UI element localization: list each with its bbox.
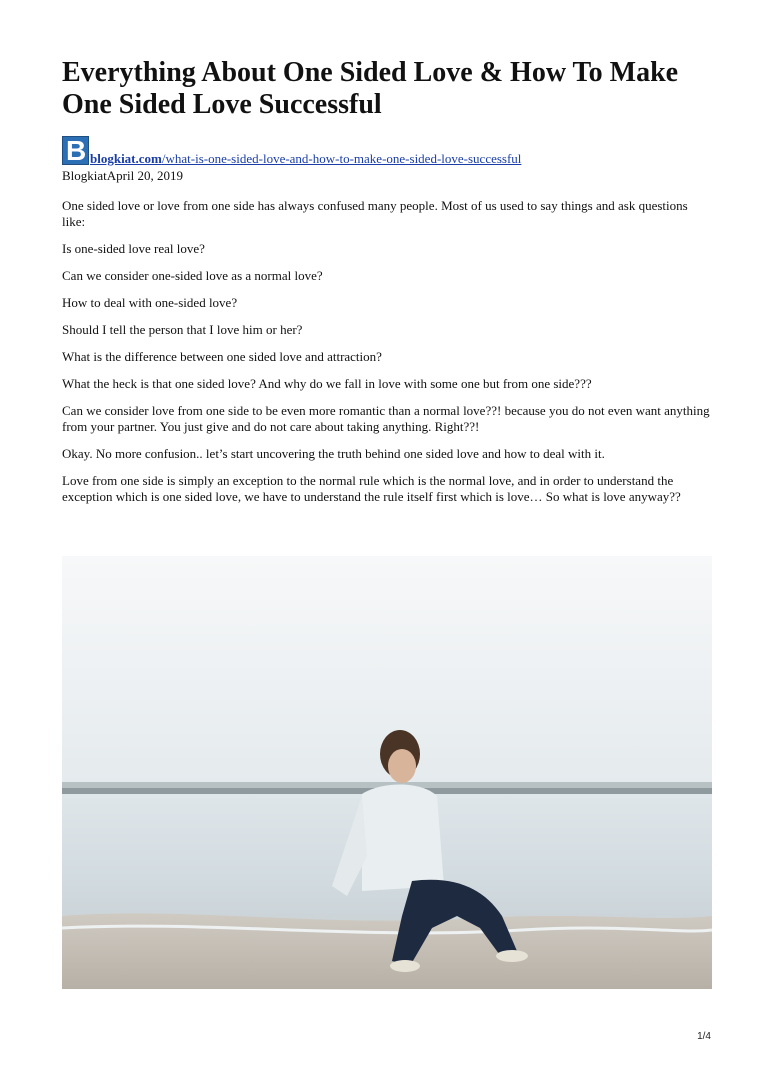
- byline: BlogkiatApril 20, 2019: [62, 168, 183, 183]
- source-domain: blogkiat.com: [90, 151, 162, 166]
- paragraph: How to deal with one-sided love?: [62, 295, 238, 310]
- paragraph: What is the difference between one sided love and attraction?: [62, 349, 382, 364]
- logo-letter: B: [66, 135, 87, 166]
- paragraph: Is one-sided love real love?: [62, 241, 205, 256]
- paragraph: One sided love or love from one side has always confused many people. Most of us used to say things and ask questions like:: [62, 198, 688, 229]
- man-by-lake-illustration: [62, 556, 712, 989]
- source-link[interactable]: [90, 151, 521, 166]
- paragraph: Love from one side is simply an exception to the normal rule which is the normal love, and in order to understand the exception which is one sided love, we have to understand the rule itself first which is love… So what is love anyway??: [62, 473, 681, 504]
- article-photo: [62, 556, 712, 989]
- source-line: [62, 136, 712, 166]
- article-title: Everything About One Sided Love & How To Make One Sided Love Successful: [62, 57, 679, 120]
- paragraph: Can we consider love from one side to be even more romantic than a normal love??! because you do not even want anything from your partner. You just give and do not care about taking anything. Right??!: [62, 403, 710, 434]
- paragraph: Can we consider one-sided love as a normal love?: [62, 268, 323, 283]
- source-link-row: [90, 151, 521, 167]
- page-number: 1/4: [697, 1031, 711, 1042]
- paragraph: What the heck is that one sided love? And why do we fall in love with some one but from one side???: [62, 376, 592, 391]
- blogkiat-logo-icon: [62, 136, 89, 165]
- paragraph: Okay. No more confusion.. let’s start uncovering the truth behind one sided love and how to deal with it.: [62, 446, 605, 461]
- paragraph: Should I tell the person that I love him or her?: [62, 322, 303, 337]
- source-path: /what-is-one-sided-love-and-how-to-make-one-sided-love-successful: [161, 151, 522, 166]
- article-body: [62, 198, 712, 516]
